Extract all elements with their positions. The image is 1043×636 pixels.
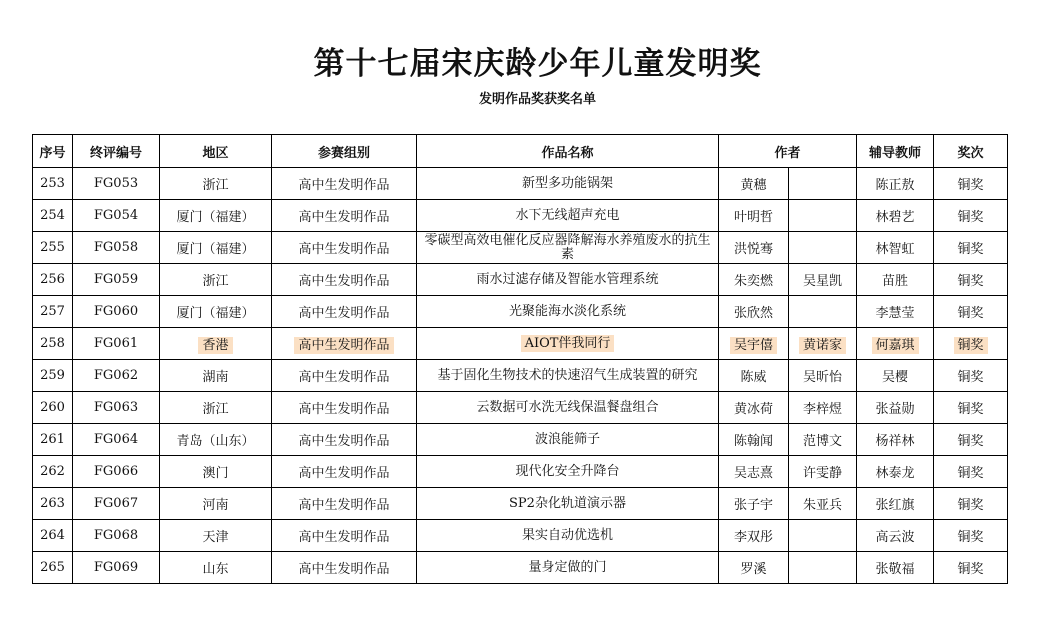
cell-work: SP2杂化轨道演示器 xyxy=(417,488,719,520)
cell-award: 铜奖 xyxy=(934,264,1008,296)
cell-no: 265 xyxy=(33,552,73,584)
header-region: 地区 xyxy=(160,135,272,168)
cell-award: 铜奖 xyxy=(934,456,1008,488)
cell-region: 山东 xyxy=(160,552,272,584)
table-row xyxy=(33,296,1008,328)
highlighted-text: 高中生发明作品 xyxy=(294,337,393,354)
cell-region: 厦门（福建） xyxy=(160,232,272,264)
cell-author-1: 洪悦骞 xyxy=(719,232,789,264)
header-teacher: 辅导教师 xyxy=(857,135,934,168)
cell-no: 257 xyxy=(33,296,73,328)
table-row xyxy=(33,168,1008,200)
header-no: 序号 xyxy=(33,135,73,168)
cell-teacher: 苗胜 xyxy=(857,264,934,296)
highlighted-text: 吴宇僖 xyxy=(730,337,777,354)
cell-no: 264 xyxy=(33,520,73,552)
cell-author-2 xyxy=(789,168,857,200)
cell-code: FG062 xyxy=(73,360,160,392)
cell-code: FG054 xyxy=(73,200,160,232)
cell-author-1: 吴志熹 xyxy=(719,456,789,488)
document-title: 第十七届宋庆龄少年儿童发明奖 xyxy=(313,46,762,82)
cell-teacher: 林碧艺 xyxy=(857,200,934,232)
cell-award: 铜奖 xyxy=(934,552,1008,584)
cell-author-1: 叶明哲 xyxy=(719,200,789,232)
cell-no: 262 xyxy=(33,456,73,488)
cell-work: 云数据可水洗无线保温餐盘组合 xyxy=(417,392,719,424)
header-code: 终评编号 xyxy=(73,135,160,168)
highlighted-text: 黄诺家 xyxy=(799,337,846,354)
cell-region: 澳门 xyxy=(160,456,272,488)
highlighted-text: 铜奖 xyxy=(954,337,988,354)
cell-teacher xyxy=(857,328,934,360)
cell-teacher: 高云波 xyxy=(857,520,934,552)
cell-author-2: 许雯静 xyxy=(789,456,857,488)
table-row xyxy=(33,520,1008,552)
cell-region: 浙江 xyxy=(160,264,272,296)
cell-no: 260 xyxy=(33,392,73,424)
cell-teacher: 杨祥林 xyxy=(857,424,934,456)
cell-code: FG053 xyxy=(73,168,160,200)
table-row xyxy=(33,392,1008,424)
cell-no: 259 xyxy=(33,360,73,392)
cell-work: 果实自动优选机 xyxy=(417,520,719,552)
document-subtitle: 发明作品奖获奖名单 xyxy=(478,92,596,107)
cell-no: 258 xyxy=(33,328,73,360)
cell-code: FG059 xyxy=(73,264,160,296)
table-row xyxy=(33,456,1008,488)
cell-no: 256 xyxy=(33,264,73,296)
cell-teacher: 吴樱 xyxy=(857,360,934,392)
cell-work: 现代化安全升降台 xyxy=(417,456,719,488)
cell-author-2 xyxy=(789,232,857,264)
cell-author-2 xyxy=(789,552,857,584)
table-header-row xyxy=(33,135,1008,168)
cell-code: FG060 xyxy=(73,296,160,328)
cell-award: 铜奖 xyxy=(934,200,1008,232)
cell-work: 新型多功能锅架 xyxy=(417,168,719,200)
cell-region: 浙江 xyxy=(160,168,272,200)
cell-code: FG063 xyxy=(73,392,160,424)
header-group: 参赛组别 xyxy=(272,135,417,168)
cell-group: 高中生发明作品 xyxy=(272,392,417,424)
cell-code: FG069 xyxy=(73,552,160,584)
cell-author-1: 罗溪 xyxy=(719,552,789,584)
cell-group: 高中生发明作品 xyxy=(272,552,417,584)
cell-work: 零碳型高效电催化反应器降解海水养殖废水的抗生素 xyxy=(417,232,719,264)
cell-code: FG067 xyxy=(73,488,160,520)
cell-work: 波浪能筛子 xyxy=(417,424,719,456)
cell-work: 水下无线超声充电 xyxy=(417,200,719,232)
table-row xyxy=(33,552,1008,584)
cell-code: FG058 xyxy=(73,232,160,264)
cell-group: 高中生发明作品 xyxy=(272,296,417,328)
cell-work: 量身定做的门 xyxy=(417,552,719,584)
cell-no: 263 xyxy=(33,488,73,520)
cell-award: 铜奖 xyxy=(934,168,1008,200)
cell-author-1: 陈翰闻 xyxy=(719,424,789,456)
cell-teacher: 张敬福 xyxy=(857,552,934,584)
table-row xyxy=(33,200,1008,232)
cell-award: 铜奖 xyxy=(934,424,1008,456)
cell-no: 254 xyxy=(33,200,73,232)
awards-table xyxy=(32,134,1008,584)
cell-group: 高中生发明作品 xyxy=(272,488,417,520)
table-row xyxy=(33,232,1008,264)
cell-award: 铜奖 xyxy=(934,360,1008,392)
cell-work: 雨水过滤存储及智能水管理系统 xyxy=(417,264,719,296)
cell-author-1 xyxy=(719,328,789,360)
highlighted-text: AIOT伴我同行 xyxy=(521,335,615,352)
table-row xyxy=(33,424,1008,456)
cell-award: 铜奖 xyxy=(934,392,1008,424)
cell-author-1: 张子宇 xyxy=(719,488,789,520)
cell-author-2 xyxy=(789,328,857,360)
cell-code: FG068 xyxy=(73,520,160,552)
cell-group: 高中生发明作品 xyxy=(272,520,417,552)
cell-group: 高中生发明作品 xyxy=(272,264,417,296)
cell-work: 基于固化生物技术的快速沼气生成装置的研究 xyxy=(417,360,719,392)
cell-no: 261 xyxy=(33,424,73,456)
table-row xyxy=(33,488,1008,520)
cell-author-1: 黄冰荷 xyxy=(719,392,789,424)
cell-group xyxy=(272,328,417,360)
highlighted-text: 香港 xyxy=(198,337,232,354)
cell-author-2 xyxy=(789,520,857,552)
cell-group: 高中生发明作品 xyxy=(272,168,417,200)
cell-region: 青岛（山东） xyxy=(160,424,272,456)
cell-award: 铜奖 xyxy=(934,296,1008,328)
cell-group: 高中生发明作品 xyxy=(272,360,417,392)
header-authors: 作者 xyxy=(719,135,857,168)
cell-region: 厦门（福建） xyxy=(160,200,272,232)
cell-region: 浙江 xyxy=(160,392,272,424)
cell-teacher: 林智虹 xyxy=(857,232,934,264)
cell-author-2: 范博文 xyxy=(789,424,857,456)
table-row xyxy=(33,264,1008,296)
cell-author-2: 李梓煜 xyxy=(789,392,857,424)
table-row xyxy=(33,328,1008,360)
cell-group: 高中生发明作品 xyxy=(272,456,417,488)
cell-author-1: 黄穗 xyxy=(719,168,789,200)
cell-author-1: 李双彤 xyxy=(719,520,789,552)
cell-teacher: 张红旗 xyxy=(857,488,934,520)
cell-group: 高中生发明作品 xyxy=(272,424,417,456)
cell-group: 高中生发明作品 xyxy=(272,200,417,232)
cell-region: 厦门（福建） xyxy=(160,296,272,328)
cell-teacher: 李慧莹 xyxy=(857,296,934,328)
cell-teacher: 林泰龙 xyxy=(857,456,934,488)
cell-work: 光聚能海水淡化系统 xyxy=(417,296,719,328)
cell-no: 255 xyxy=(33,232,73,264)
cell-region: 天津 xyxy=(160,520,272,552)
cell-code: FG064 xyxy=(73,424,160,456)
highlighted-text: 何嘉琪 xyxy=(872,337,919,354)
cell-region xyxy=(160,328,272,360)
cell-author-1: 陈威 xyxy=(719,360,789,392)
cell-author-1: 张欣然 xyxy=(719,296,789,328)
cell-no: 253 xyxy=(33,168,73,200)
cell-author-2: 朱亚兵 xyxy=(789,488,857,520)
cell-teacher: 张益勋 xyxy=(857,392,934,424)
cell-code: FG066 xyxy=(73,456,160,488)
cell-region: 湖南 xyxy=(160,360,272,392)
cell-region: 河南 xyxy=(160,488,272,520)
cell-author-2: 吴昕怡 xyxy=(789,360,857,392)
header-award: 奖次 xyxy=(934,135,1008,168)
cell-teacher: 陈正敖 xyxy=(857,168,934,200)
cell-author-2 xyxy=(789,200,857,232)
cell-award xyxy=(934,328,1008,360)
cell-group: 高中生发明作品 xyxy=(272,232,417,264)
cell-author-2: 吴星凯 xyxy=(789,264,857,296)
cell-award: 铜奖 xyxy=(934,520,1008,552)
cell-award: 铜奖 xyxy=(934,232,1008,264)
table-row xyxy=(33,360,1008,392)
cell-author-2 xyxy=(789,296,857,328)
cell-author-1: 朱奕燃 xyxy=(719,264,789,296)
header-work: 作品名称 xyxy=(417,135,719,168)
cell-work xyxy=(417,328,719,360)
cell-code: FG061 xyxy=(73,328,160,360)
cell-award: 铜奖 xyxy=(934,488,1008,520)
